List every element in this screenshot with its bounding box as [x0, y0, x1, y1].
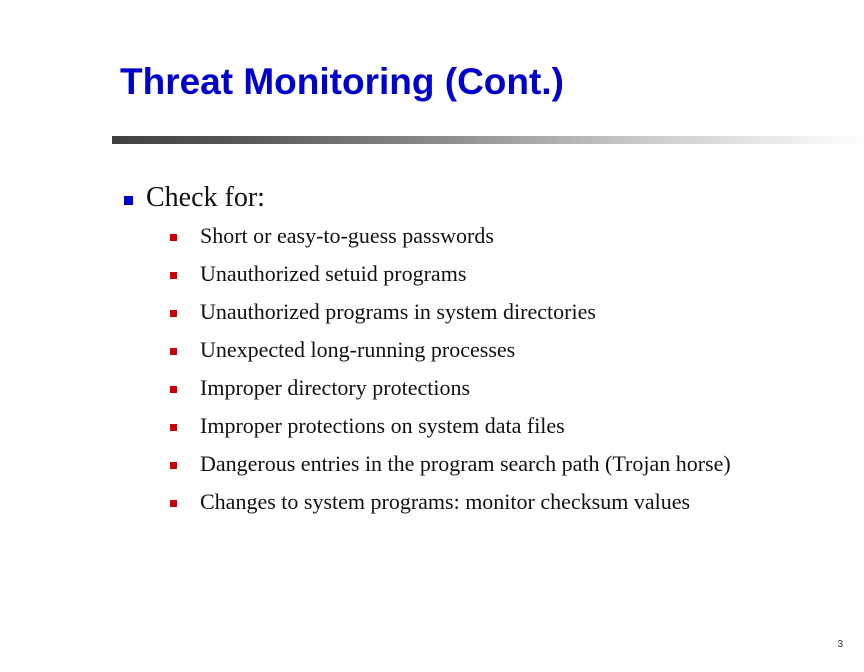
check-list-item	[170, 412, 830, 440]
check-list-item	[170, 222, 830, 250]
check-list-item-text: Short or easy-to-guess passwords	[200, 223, 494, 248]
check-list-item	[170, 336, 830, 364]
check-list-item-text: Unexpected long-running processes	[200, 337, 516, 362]
square-bullet-icon	[170, 500, 177, 507]
check-list-item	[170, 260, 830, 288]
square-bullet-icon	[170, 424, 177, 431]
slide-title: Threat Monitoring (Cont.)	[120, 61, 564, 102]
check-list-item	[170, 488, 830, 516]
check-list-item	[170, 374, 830, 402]
check-list-item-text: Dangerous entries in the program search path (Trojan horse)	[200, 451, 731, 476]
square-bullet-icon	[170, 462, 177, 469]
square-bullet-icon	[170, 310, 177, 317]
square-bullet-icon	[170, 272, 177, 279]
square-bullet-icon	[170, 386, 177, 393]
check-list-item	[170, 298, 830, 326]
check-list-item-text: Improper protections on system data files	[200, 413, 565, 438]
check-list-item	[170, 450, 830, 478]
check-list-item-text: Improper directory protections	[200, 375, 471, 400]
square-bullet-icon	[170, 348, 177, 355]
check-list-item-text: Unauthorized setuid programs	[200, 261, 467, 286]
check-list-item-text: Changes to system programs: monitor checksum values	[200, 489, 691, 514]
check-list-item-text: Unauthorized programs in system directories	[200, 299, 596, 324]
square-bullet-icon	[170, 234, 177, 241]
main-bullet-text: Check for:	[146, 182, 265, 213]
check-list	[170, 222, 830, 526]
square-bullet-icon	[124, 196, 133, 205]
page-number: 3	[837, 639, 843, 650]
